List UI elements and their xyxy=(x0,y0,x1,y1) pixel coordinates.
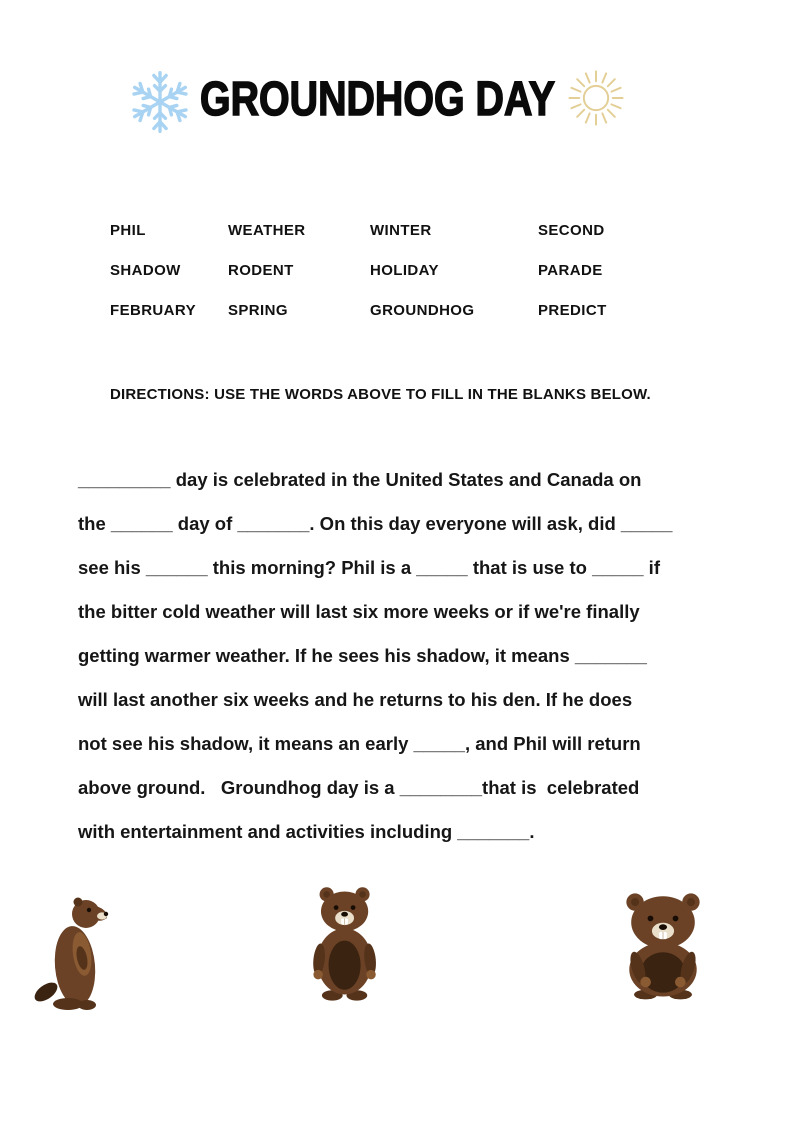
word-bank-word: SECOND xyxy=(538,222,605,239)
paragraph-line: with entertainment and activities including _______. xyxy=(78,821,535,842)
paragraph-line: above ground. Groundhog day is a ________that is celebrated xyxy=(78,777,640,798)
word-bank-word: WEATHER xyxy=(228,222,306,239)
paragraph-line: not see his shadow, it means an early _____, and Phil will return xyxy=(78,733,641,754)
groundhog-front-illustration xyxy=(300,884,392,1002)
page-title: GROUNDHOG DAY xyxy=(200,73,556,126)
paragraph-line: getting warmer weather. If he sees his shadow, it means _______ xyxy=(78,645,647,666)
sun-icon xyxy=(558,60,634,136)
paragraph-line: the bitter cold weather will last six more weeks or if we're finally xyxy=(78,601,640,622)
word-bank-word: HOLIDAY xyxy=(370,262,439,279)
word-bank-word: PARADE xyxy=(538,262,603,279)
paragraph-line: will last another six weeks and he returns to his den. If he does xyxy=(78,689,633,710)
word-bank-word: GROUNDHOG xyxy=(370,302,475,319)
directions-text: DIRECTIONS: USE THE WORDS ABOVE TO FILL IN THE BLANKS BELOW. xyxy=(110,386,651,403)
paragraph-line: the ______ day of _______. On this day everyone will ask, did _____ xyxy=(78,513,673,534)
paragraph-line: see his ______ this morning? Phil is a _____ that is use to _____ if xyxy=(78,557,660,578)
groundhog-side-illustration xyxy=(30,892,120,1012)
word-bank-word: SHADOW xyxy=(110,262,181,279)
word-bank-word: SPRING xyxy=(228,302,288,319)
word-bank-word: PREDICT xyxy=(538,302,607,319)
snowflake-icon xyxy=(126,68,194,136)
fill-in-paragraph xyxy=(78,458,788,854)
word-bank-word: PHIL xyxy=(110,222,146,239)
word-bank-word: RODENT xyxy=(228,262,294,279)
word-bank-word: WINTER xyxy=(370,222,432,239)
word-bank-word: FEBRUARY xyxy=(110,302,196,319)
paragraph-line: _________ day is celebrated in the United States and Canada on xyxy=(78,469,642,490)
word-bank xyxy=(110,222,658,342)
groundhog-chunky-illustration xyxy=(610,888,716,1000)
